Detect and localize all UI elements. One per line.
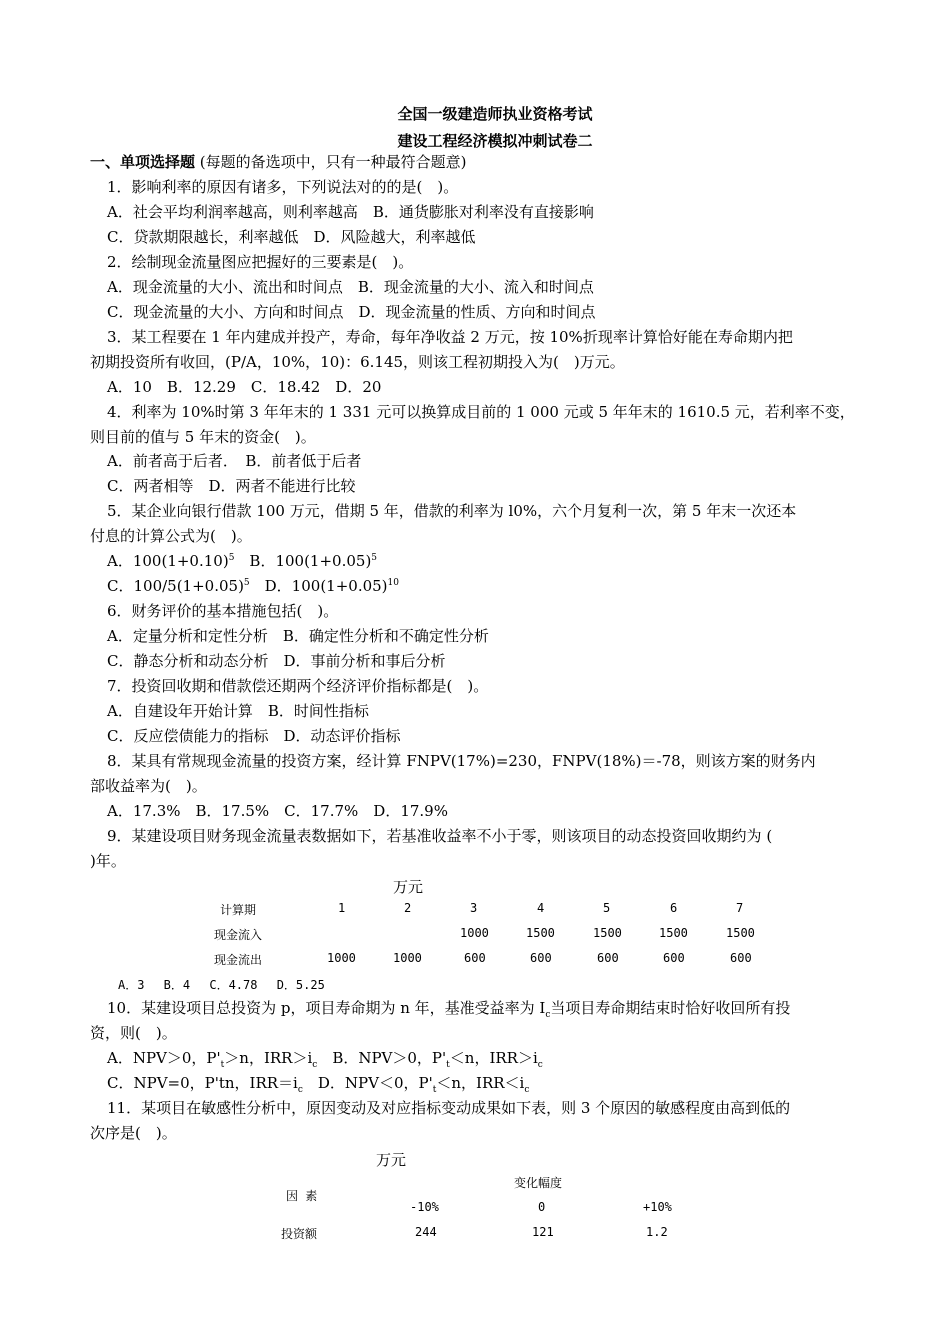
table-row-header-inflow: 现金流入 [214,928,263,942]
question-9-options: A．3 B．4 C．4.78 D．5.25 [118,978,325,992]
table-cell: +10% [643,1200,672,1214]
table-row-header: 投资额 [281,1227,318,1241]
table-1-unit: 万元 [393,878,424,896]
table-cell: 121 [532,1225,554,1239]
table-cell: 1000 [327,951,356,965]
question-9-line1: 9．某建设项目财务现金流量表数据如下，若基准收益率不小于零，则该项目的动态投资回收期约为 ( [107,827,773,845]
question-5-options-ab: A．$100(1+0.10)^5$ B．$100(1+0.05)^5$ [107,552,378,570]
question-5-line2: 付息的计算公式为( )。 [90,527,252,545]
question-3-line1: 3．某工程要在 1 年内建成并投产，寿命，每年净收益 2 万元，按 10%折现率计算恰好能在寿命期内把 [107,328,793,346]
table-cell: 600 [530,951,552,965]
table-cell: 3 [470,901,478,915]
question-1-options-ab: A．社会平均利润率越高，则利率越高 B．通货膨胀对利率没有直接影响 [107,203,594,221]
table-row-header-period: 计算期 [220,903,257,917]
table-cell: 1500 [526,926,555,940]
table-cell: 600 [663,951,685,965]
question-6: 6．财务评价的基本措施包括( )。 [107,602,339,620]
table-2-unit: 万元 [376,1151,407,1169]
question-10-options-ab: A．NPV＞0，$P'_t>n$，$IRR>i_c$ B．NPV＞0，$P'_t<n$，$IRR>i_c$ [107,1049,543,1070]
question-4-line1: 4．利率为 10%时第 3 年年末的 1 331 元可以换算成目前的 1 000 元或 5 年年末的 1610.5 元，若利率不变， [107,403,855,421]
question-4-line2: 则目前的值与 5 年末的资金( )。 [90,428,316,446]
exam-title: 全国一级建造师执业资格考试 [397,105,593,123]
table-cell: 600 [597,951,619,965]
question-7-options-ab: A．自建设年开始计算 B．时间性指标 [107,702,369,720]
question-7: 7．投资回收期和借款偿还期两个经济评价指标都是( )。 [107,677,489,695]
question-6-options-ab: A．定量分析和定性分析 B．确定性分析和不确定性分析 [107,627,489,645]
question-5-line1: 5．某企业向银行借款 100 万元，借期 5 年，借款的利率为 l0%，六个月复利一次，第 5 年末一次还本 [107,502,797,520]
table-cell: 1 [338,901,346,915]
exam-subtitle: 建设工程经济模拟冲刺试卷二 [397,132,593,150]
question-4-options-ab: A．前者高于后者． B．前者低于后者 [107,452,362,470]
table-cell: 1000 [393,951,422,965]
question-6-options-cd: C．静态分析和动态分析 D．事前分析和事后分析 [107,652,446,670]
question-2-options-cd: C．现金流量的大小、方向和时间点 D．现金流量的性质、方向和时间点 [107,303,596,321]
question-5-options-cd: C．$100/5(1+0.05)^5$ D．$100(1+0.05)^{10}$ [107,577,399,595]
table-cell: 2 [404,901,412,915]
table-cell: 1000 [460,926,489,940]
table-cell: 1500 [593,926,622,940]
question-1: 1．影响利率的原因有诸多，下列说法对的的是( )。 [107,178,459,196]
table-cell: 1.2 [646,1225,668,1239]
question-8-line1: 8．某具有常规现金流量的投资方案，经计算 FNPV(17%)=230，FNPV(18%)＝-78，则该方案的财务内 [107,752,816,770]
table-cell: 5 [603,901,611,915]
table-cell: 1500 [726,926,755,940]
question-8-options: A．17.3% B．17.5% C．17.7% D．17.9% [107,802,448,820]
question-11-line2: 次序是( )。 [90,1124,177,1142]
section-heading: 一、单项选择题 (每题的备选项中，只有一种最符合题意) [90,153,467,171]
table-cell: 4 [537,901,545,915]
question-2: 2．绘制现金流量图应把握好的三要素是( )。 [107,253,414,271]
table-header-change-range: 变化幅度 [514,1176,563,1190]
table-cell: 6 [670,901,678,915]
table-cell: 1500 [659,926,688,940]
question-9-line2: )年。 [90,852,126,870]
table-header-factor: 因 素 [286,1189,318,1203]
table-cell: 244 [415,1225,437,1239]
table-cell: -10% [410,1200,439,1214]
question-4-options-cd: C．两者相等 D．两者不能进行比较 [107,477,356,495]
question-10-options-cd: C．NPV=0，P'tn，$IRR=i_c$ D．NPV＜0，$P'_t<n$，$IRR<i_c$ [107,1074,530,1095]
question-7-options-cd: C．反应偿债能力的指标 D．动态评价指标 [107,727,401,745]
table-cell: 600 [464,951,486,965]
table-cell: 600 [730,951,752,965]
question-11-line1: 11．某项目在敏感性分析中，原因变动及对应指标变动成果如下表，则 3 个原因的敏感程度由高到低的 [107,1099,791,1117]
question-8-line2: 部收益率为( )。 [90,777,207,795]
question-2-options-ab: A．现金流量的大小、流出和时间点 B．现金流量的大小、流入和时间点 [107,278,594,296]
table-cell: 7 [736,901,744,915]
question-3-line2: 初期投资所有收回，(P/A，10%，10)：6.145，则该工程初期投入为( )万元。 [90,353,625,371]
question-3-options: A．10 B．12.29 C．18.42 D．20 [107,378,382,396]
question-1-options-cd: C．贷款期限越长，利率越低 D．风险越大，利率越低 [107,228,476,246]
question-10-line1: 10．某建设项目总投资为 p，项目寿命期为 n 年，基准受益率为 $I_c$当项目寿命期结束时恰好收回所有投 [107,999,791,1020]
table-row-header-outflow: 现金流出 [214,953,263,967]
question-10-line2: 资，则( )。 [90,1024,177,1042]
table-cell: 0 [538,1200,546,1214]
